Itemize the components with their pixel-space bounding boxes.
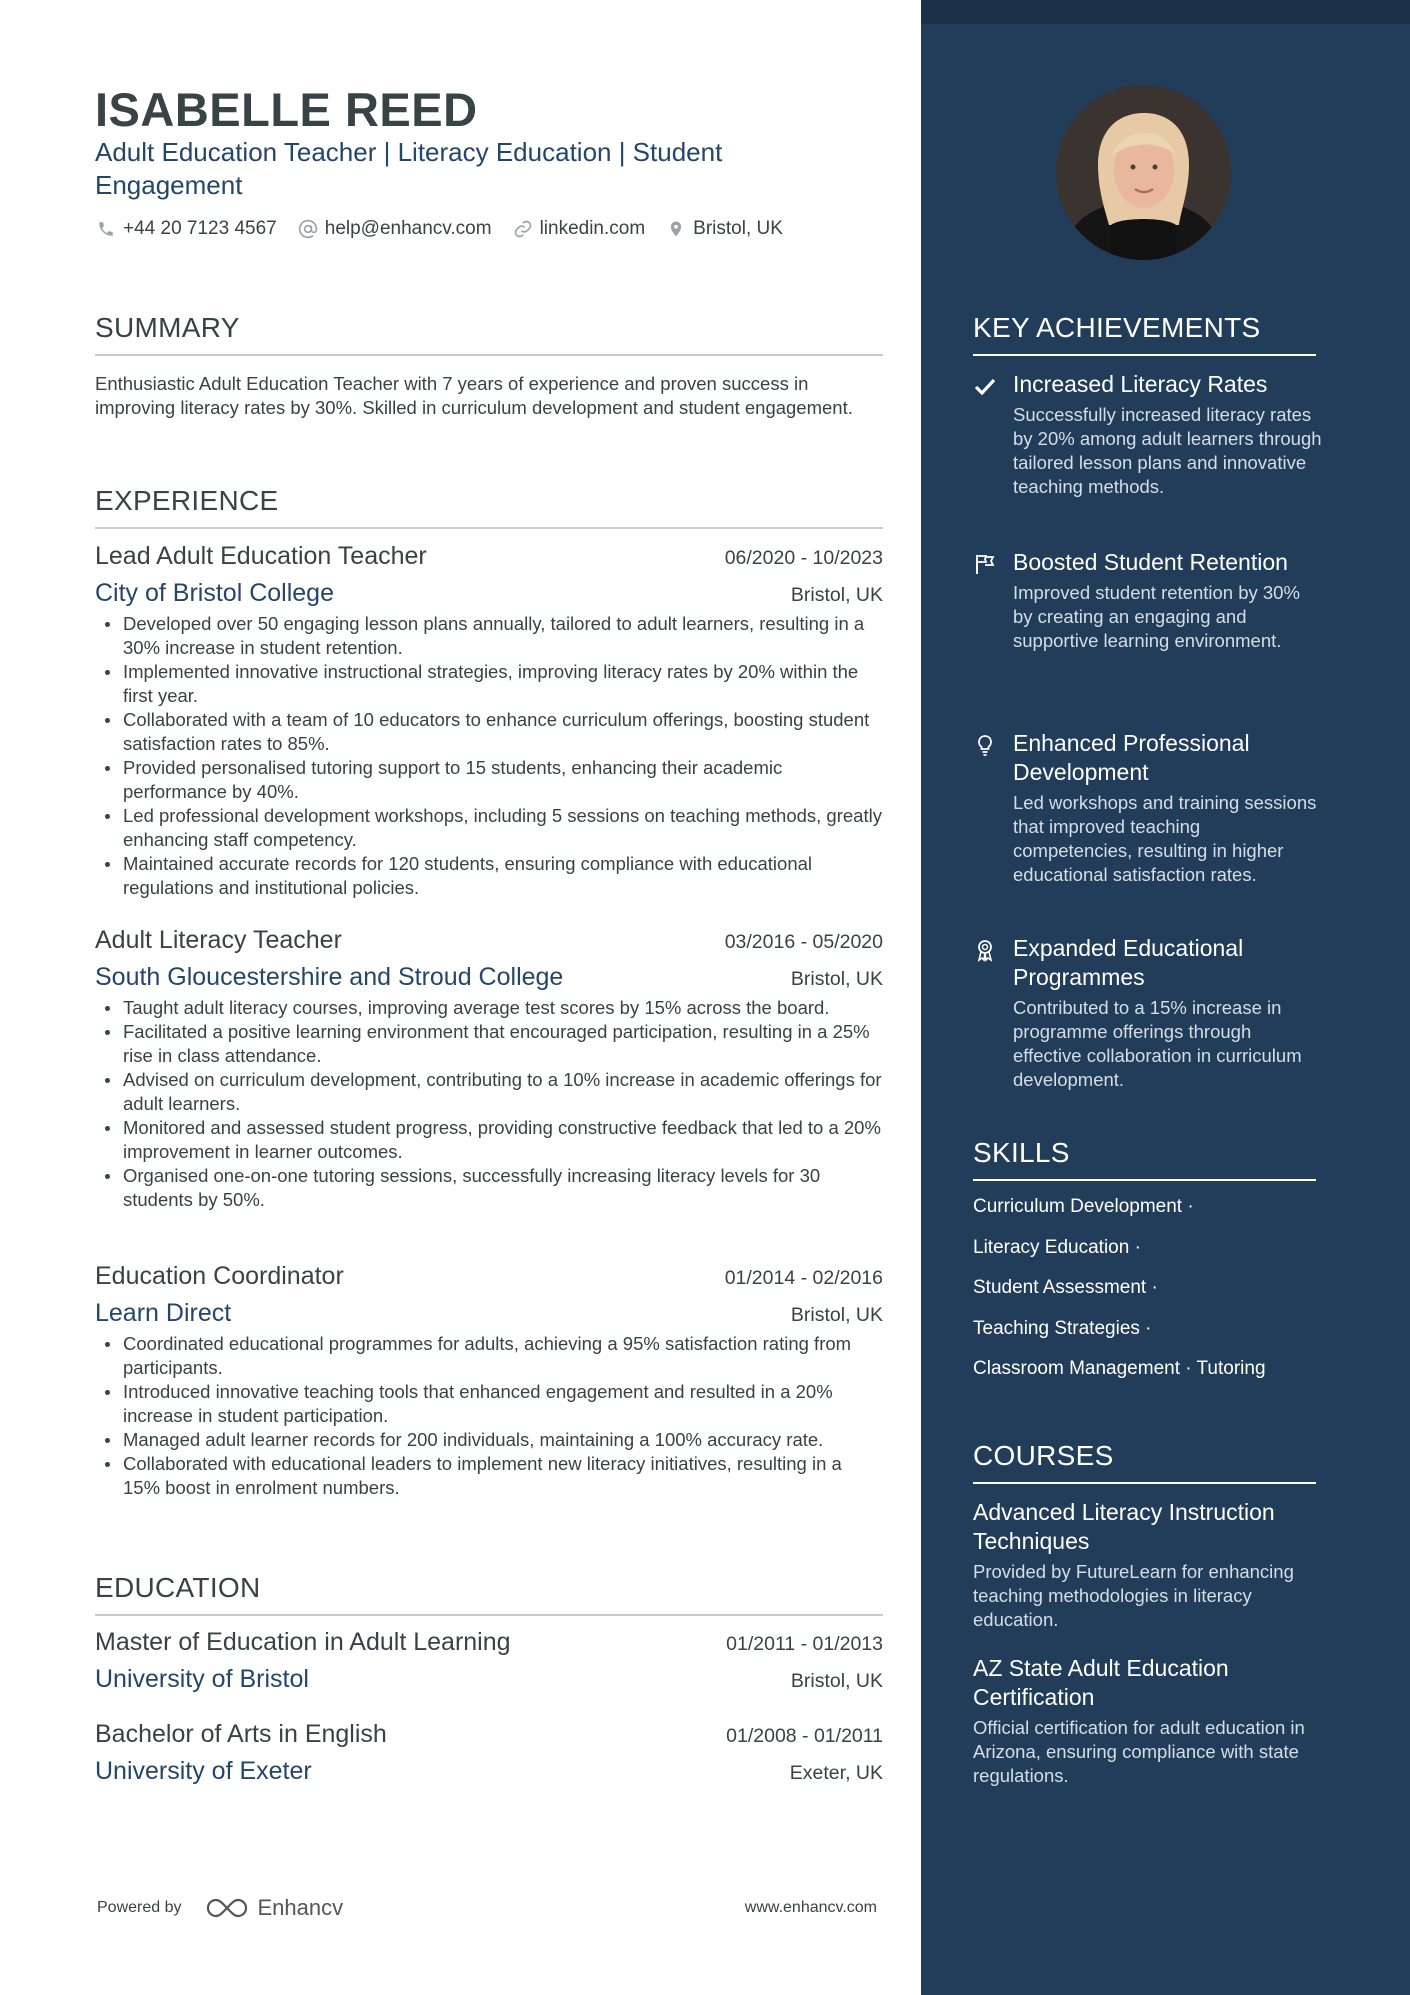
job-bullet: Developed over 50 engaging lesson plans annually, tailored to adult learners, resulting in a 30% increase in student retention.	[95, 612, 883, 660]
job-bullet: Taught adult literacy courses, improving average test scores by 15% across the board.	[95, 996, 883, 1020]
skill-item: Literacy Education ·	[973, 1236, 1141, 1258]
skill-item: Curriculum Development ·	[973, 1196, 1194, 1217]
company-name: City of Bristol College	[95, 579, 334, 607]
course-desc: Provided by FutureLearn for enhancing teaching methodologies in literacy education.	[973, 1561, 1294, 1630]
achievement-desc: Successfully increased literacy rates by 20% among adult learners through tailored lesson plans and innovative teaching methods.	[1013, 404, 1322, 497]
achievement-desc: Improved student retention by 30% by creating an engaging and supportive learning environment.	[1013, 582, 1300, 651]
job-dates: 06/2020 - 10/2023	[724, 547, 883, 569]
contact-phone[interactable]	[95, 218, 277, 240]
enhancv-logo[interactable]	[204, 1895, 344, 1921]
achievement-item	[973, 548, 1323, 653]
course-title: Advanced Literacy Instruction Techniques	[973, 1499, 1275, 1554]
contact-phone-text: +44 20 7123 4567	[123, 218, 277, 239]
job-bullet: Maintained accurate records for 120 students, ensuring compliance with educational regulations and institutional policies.	[95, 852, 883, 900]
skill-item: Classroom Management · Tutoring	[973, 1358, 1266, 1379]
job-title: Lead Adult Education Teacher	[95, 542, 427, 570]
course-item	[973, 1498, 1323, 1632]
at-icon	[297, 218, 319, 240]
education-dates: 01/2008 - 01/2011	[726, 1725, 883, 1747]
achievements-section-title: KEY ACHIEVEMENTS	[973, 312, 1316, 356]
summary-section-title: SUMMARY	[95, 312, 883, 356]
candidate-headline: Adult Education Teacher | Literacy Education | Student Engagement	[95, 137, 723, 200]
checkmark-icon	[973, 374, 997, 398]
flag-icon	[973, 552, 997, 576]
course-item	[973, 1654, 1323, 1788]
job-bullet: Collaborated with a team of 10 educators to enhance curriculum offerings, boosting student satisfaction rates to 85%.	[95, 708, 883, 756]
location-pin-icon	[665, 218, 687, 240]
skill-item: Teaching Strategies ·	[973, 1317, 1152, 1339]
link-icon	[512, 218, 534, 240]
job-bullets	[95, 996, 883, 1212]
achievement-desc: Led workshops and training sessions that improved teaching competencies, resulting in higher educational satisfaction rates.	[1013, 792, 1317, 885]
experience-item	[95, 542, 883, 900]
degree-title: Bachelor of Arts in English	[95, 1720, 387, 1748]
job-bullet: Collaborated with educational leaders to implement new literacy initiatives, resulting in a 15% boost in enrolment numbers.	[95, 1452, 883, 1500]
skill-item: Student Assessment ·	[973, 1277, 1158, 1298]
job-bullet: Managed adult learner records for 200 individuals, maintaining a 100% accuracy rate.	[95, 1428, 883, 1452]
education-item	[95, 1720, 883, 1786]
job-dates: 03/2016 - 05/2020	[724, 931, 883, 953]
job-title: Education Coordinator	[95, 1262, 344, 1290]
experience-item	[95, 1262, 883, 1500]
achievement-title: Expanded Educational Programmes	[1013, 935, 1244, 990]
job-location: Bristol, UK	[790, 968, 883, 990]
school-location: Exeter, UK	[789, 1762, 883, 1784]
contact-location-text: Bristol, UK	[693, 218, 783, 239]
school-location: Bristol, UK	[790, 1670, 883, 1692]
sidebar-column	[921, 0, 1410, 1995]
footer-url[interactable]: www.enhancv.com	[744, 1899, 877, 1916]
courses-section-title: COURSES	[973, 1440, 1316, 1484]
job-location: Bristol, UK	[790, 584, 883, 606]
sidebar-top-bar	[921, 0, 1410, 24]
contact-linkedin[interactable]	[512, 218, 646, 240]
job-bullets	[95, 1332, 883, 1500]
company-name: South Gloucestershire and Stroud College	[95, 963, 564, 991]
contact-bar	[95, 218, 783, 240]
school-name: University of Exeter	[95, 1757, 312, 1785]
course-desc: Official certification for adult education in Arizona, ensuring compliance with state regulations.	[973, 1717, 1305, 1786]
summary-text: Enthusiastic Adult Education Teacher with 7 years of experience and proven success in improving literacy rates by 30%. Skilled in curriculum development and student engagement.	[95, 373, 853, 418]
contact-email-text: help@enhancv.com	[324, 218, 492, 239]
job-bullet: Monitored and assessed student progress, providing constructive feedback that led to a 20% improvement in learner outcomes.	[95, 1116, 883, 1164]
award-ribbon-icon	[973, 938, 997, 962]
education-dates: 01/2011 - 01/2013	[726, 1633, 883, 1655]
job-bullet: Provided personalised tutoring support to 15 students, enhancing their academic performance by 40%.	[95, 756, 883, 804]
skills-section-title: SKILLS	[973, 1137, 1316, 1181]
skills-list	[973, 1195, 1323, 1398]
job-location: Bristol, UK	[790, 1304, 883, 1326]
school-name: University of Bristol	[95, 1665, 309, 1693]
education-item	[95, 1628, 883, 1694]
footer-powered-by	[97, 1895, 343, 1921]
candidate-name: ISABELLE REED	[95, 83, 478, 136]
profile-photo	[1056, 85, 1231, 260]
contact-location	[665, 218, 783, 240]
job-dates: 01/2014 - 02/2016	[724, 1267, 883, 1289]
enhancv-logo-icon	[204, 1896, 250, 1920]
degree-title: Master of Education in Adult Learning	[95, 1628, 511, 1656]
course-title: AZ State Adult Education Certification	[973, 1655, 1229, 1710]
job-title: Adult Literacy Teacher	[95, 926, 342, 954]
job-bullet: Advised on curriculum development, contributing to a 10% increase in academic offerings for adult learners.	[95, 1068, 883, 1116]
job-bullet: Organised one-on-one tutoring sessions, successfully increasing literacy levels for 30 students by 50%.	[95, 1164, 883, 1212]
achievement-item	[973, 370, 1323, 499]
company-name: Learn Direct	[95, 1299, 232, 1327]
achievement-title: Increased Literacy Rates	[1013, 371, 1268, 397]
phone-icon	[95, 218, 117, 240]
job-bullets	[95, 612, 883, 900]
contact-email[interactable]	[297, 218, 492, 240]
achievement-title: Enhanced Professional Development	[1013, 730, 1250, 785]
achievement-title: Boosted Student Retention	[1013, 549, 1288, 575]
contact-linkedin-text: linkedin.com	[539, 218, 646, 239]
experience-item	[95, 926, 883, 1212]
achievement-item	[973, 934, 1323, 1092]
powered-by-label: Powered by	[97, 1899, 182, 1916]
job-bullet: Coordinated educational programmes for adults, achieving a 95% satisfaction rating from participants.	[95, 1332, 883, 1380]
experience-section-title: EXPERIENCE	[95, 485, 883, 529]
achievement-item	[973, 729, 1323, 887]
brand-name: Enhancv	[257, 1895, 344, 1920]
education-section-title: EDUCATION	[95, 1572, 883, 1616]
lightbulb-icon	[973, 733, 997, 757]
job-bullet: Led professional development workshops, including 5 sessions on teaching methods, greatly enhancing staff competency.	[95, 804, 883, 852]
achievement-desc: Contributed to a 15% increase in programme offerings through effective collaboration in curriculum development.	[1013, 997, 1302, 1090]
job-bullet: Introduced innovative teaching tools that enhanced engagement and resulted in a 20% increase in student participation.	[95, 1380, 883, 1428]
job-bullet: Implemented innovative instructional strategies, improving literacy rates by 20% within the first year.	[95, 660, 883, 708]
job-bullet: Facilitated a positive learning environment that encouraged participation, resulting in a 25% rise in class attendance.	[95, 1020, 883, 1068]
